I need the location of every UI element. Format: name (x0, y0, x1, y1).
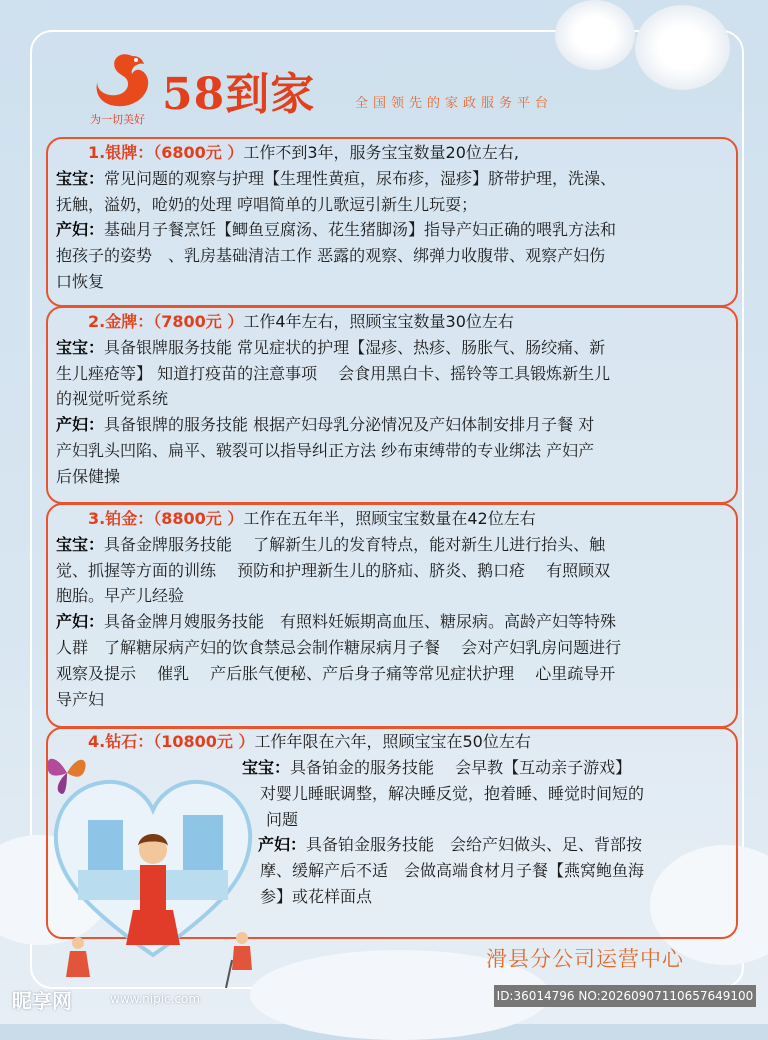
line-text: 具备银牌的服务技能 根据产妇母乳分泌情况及产妇体制安排月子餐 对 (104, 415, 595, 435)
line-text: 导产妇 (56, 689, 105, 709)
tier-line (56, 687, 728, 713)
tier-summary: 工作4年左右，照顾宝宝数量30位左右 (243, 312, 514, 331)
line-text: 产妇乳头凹陷、扁平、皲裂可以指导纠正方法 纱布束缚带的专业绑法 产妇产 (56, 440, 595, 460)
tier-line (56, 335, 728, 361)
tier-text-diamond (242, 755, 728, 910)
cleaner-figure-left (58, 935, 98, 985)
line-label: 宝宝： (242, 758, 291, 777)
branch-name: 滑县分公司运营中心 (486, 947, 684, 971)
tier-header (56, 506, 728, 532)
line-label: 产妇： (56, 415, 105, 435)
tier-text-gold (56, 309, 728, 490)
tier-line (56, 192, 728, 218)
line-label: 宝宝： (56, 337, 105, 357)
tier-line (56, 661, 728, 687)
tier-line (56, 583, 728, 609)
line-text: 抱孩子的姿势 、乳房基础清洁工作 恶露的观察、绑弹力收腹带、观察产妇伤 (56, 246, 606, 266)
watermark-logo: 昵享网 (12, 989, 72, 1013)
tier-summary: 工作在五年半，照顾宝宝数量在42位左右 (243, 509, 536, 528)
tier-line (242, 858, 728, 884)
watermark-site: www.nipic.com (110, 992, 201, 1006)
paper-flower-decoration (635, 5, 730, 90)
tier-title: 2.金牌：（7800元 ） (88, 312, 244, 331)
tier-line (56, 269, 728, 295)
tier-header-diamond (56, 729, 728, 755)
line-text: 觉、抓握等方面的训练 预防和护理新生儿的脐疝、脐炎、鹅口疮 有照顾双 (56, 560, 611, 580)
line-text: 具备银牌服务技能 常见症状的护理【湿疹、热疹、肠胀气、肠绞痛、新 (104, 337, 606, 357)
line-text: 问题 (266, 809, 299, 829)
line-label: 宝宝： (56, 534, 105, 554)
swan-logo-icon (92, 48, 154, 110)
line-text: 具备金牌服务技能 了解新生儿的发育特点，能对新生儿进行抬头、触 (104, 534, 606, 554)
tier-line (242, 755, 728, 781)
tier-summary: 工作不到3年，服务宝宝数量20位左右, (243, 143, 519, 162)
tier-line (56, 464, 728, 490)
tier-header (56, 729, 728, 755)
tier-text-silver (56, 140, 728, 295)
line-text: 具备铂金服务技能 会给产妇做头、足、背部按 (306, 835, 643, 855)
brand-tagline: 全国领先的家政服务平台 (355, 96, 554, 111)
line-text: 胞胎。早产儿经验 (56, 586, 185, 606)
tier-line (56, 532, 728, 558)
tier-header (56, 140, 728, 166)
tier-line (242, 807, 728, 833)
line-text: 对婴儿睡眠调整，解决睡反觉，抱着睡、睡觉时间短的 (260, 783, 645, 803)
tier-line (56, 558, 728, 584)
line-text: 人群 了解糖尿病产妇的饮食禁忌会制作糖尿病月子餐 会对产妇乳房问题进行 (56, 637, 622, 657)
line-text: 口恢复 (56, 271, 105, 291)
line-text: 抚触，溢奶，呛奶的处理 哼唱简单的儿歌逗引新生儿玩耍； (56, 194, 478, 214)
line-text: 摩、缓解产后不适 会做高端食材月子餐【燕窝鲍鱼海 (260, 861, 645, 881)
tier-line (56, 166, 728, 192)
line-label: 宝宝： (56, 168, 105, 188)
tier-line (56, 217, 728, 243)
line-text: 基础月子餐烹饪【鲫鱼豆腐汤、花生猪脚汤】指导产妇正确的喂乳方法和 (104, 220, 617, 240)
line-text: 生儿痤疮等】 知道打疫苗的注意事项 会食用黑白卡、摇铃等工具锻炼新生儿 (56, 363, 611, 383)
tier-text-platinum (56, 506, 728, 712)
tier-summary: 工作年限在六年，照顾宝宝在50位左右 (254, 732, 531, 751)
brand-title: 58到家 (162, 69, 316, 120)
tier-title: 1.银牌：（6800元 ） (88, 143, 244, 162)
tier-line (242, 884, 728, 910)
tier-line (56, 386, 728, 412)
line-label: 产妇： (56, 612, 105, 632)
tier-line (56, 361, 728, 387)
tier-header (56, 309, 728, 335)
line-text: 具备金牌月嫂服务技能 有照料妊娠期高血压、糖尿病。高龄产妇等特殊 (104, 612, 617, 632)
cleaner-figure-right (222, 930, 262, 990)
line-label: 产妇： (56, 220, 105, 240)
line-text: 参】或花样面点 (260, 886, 373, 906)
line-text: 观察及提示 催乳 产后胀气便秘、产后身子痛等常见症状护理 心里疏导开 (56, 663, 616, 683)
watermark-id: ID:36014796 NO:20260907110657649100 (494, 985, 756, 1007)
tier-line (56, 412, 728, 438)
tier-line (56, 635, 728, 661)
tier-line (56, 609, 728, 635)
tier-title: 3.铂金：（8800元 ） (88, 509, 244, 528)
tier-line (242, 781, 728, 807)
butterfly-icon (44, 748, 90, 798)
line-text: 的视觉听觉系统 (56, 389, 169, 409)
line-text: 后保健操 (56, 466, 121, 486)
logo-slogan: 为一切美好 (90, 113, 145, 126)
tier-title: 4.钻石：（10800元 ） (88, 732, 255, 751)
paper-flower-decoration (555, 0, 635, 70)
tier-line (56, 438, 728, 464)
line-text: 常见问题的观察与护理【生理性黄疸，尿布疹，湿疹】脐带护理，洗澡、 (104, 168, 617, 188)
line-label: 产妇： (258, 835, 307, 855)
tier-line (56, 243, 728, 269)
line-text: 具备铂金的服务技能 会早教【互动亲子游戏】 (290, 758, 632, 777)
tier-line (242, 832, 728, 858)
